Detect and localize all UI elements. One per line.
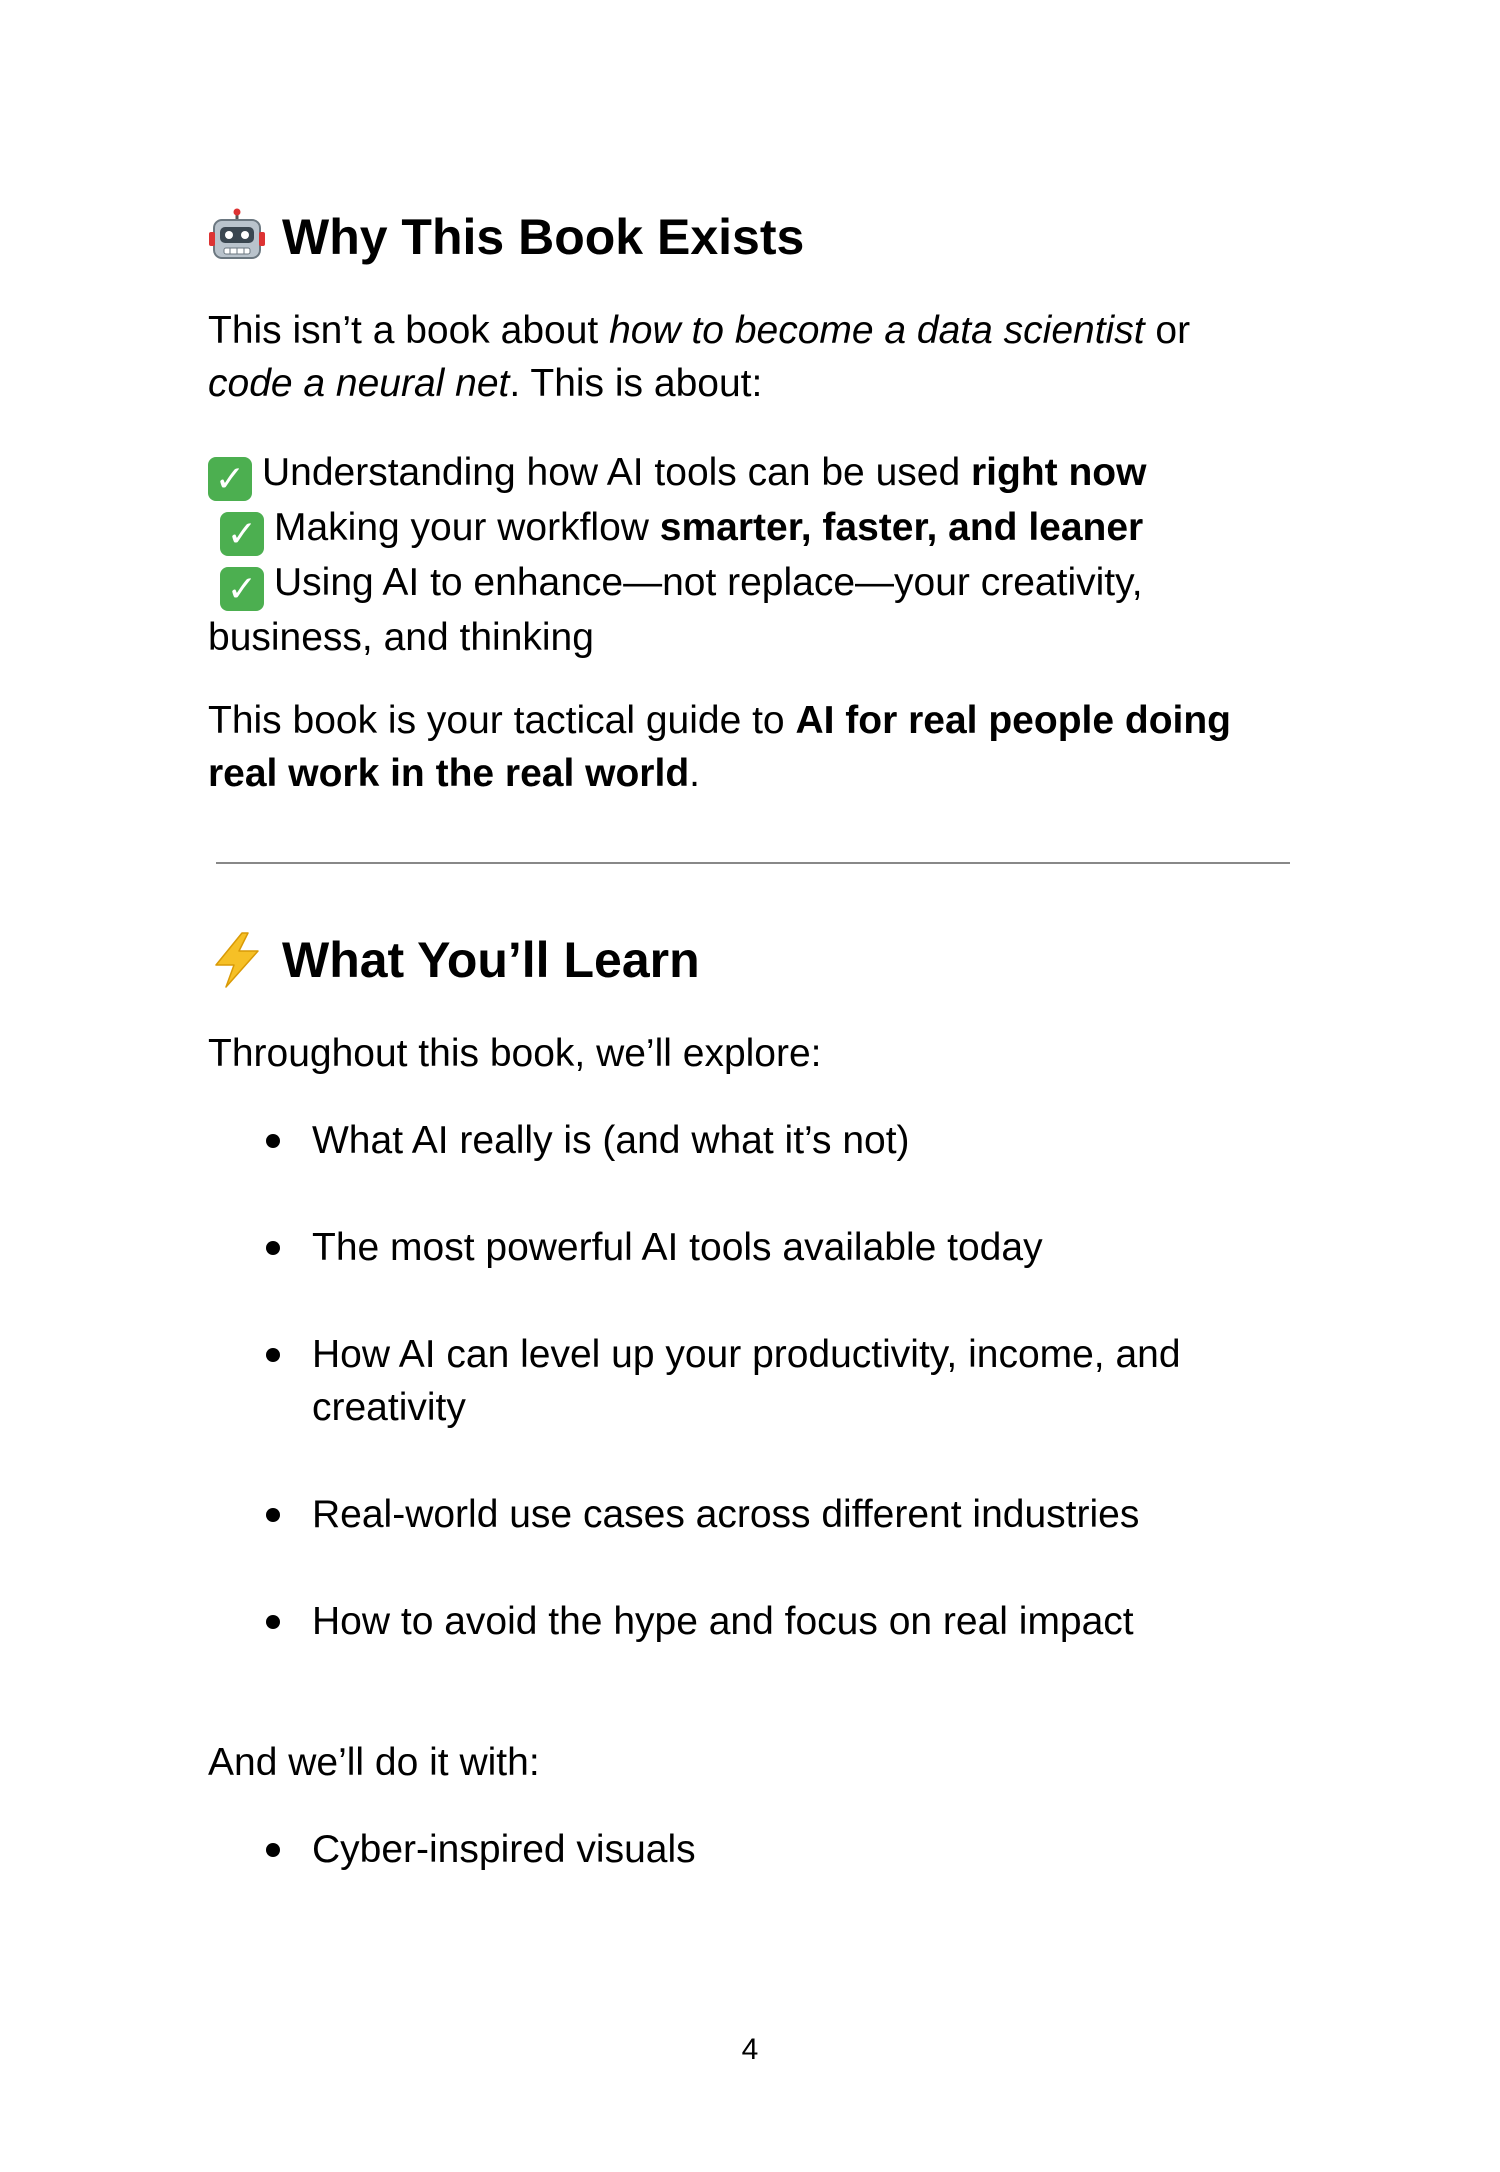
intro-italic: how to become a data scientist	[609, 309, 1145, 352]
check-bold: smarter, faster, and leaner	[659, 506, 1144, 549]
intro-text: This isn’t a book about	[208, 309, 610, 352]
intro-italic: code a neural net	[208, 362, 510, 405]
learn-outro: And we’ll do it with:	[208, 1741, 540, 1784]
checklist	[208, 446, 1288, 664]
check-text-continued: business, and thinking	[208, 616, 594, 659]
checkmark-icon: ✓	[220, 567, 264, 611]
list-item	[208, 1328, 1312, 1434]
bullet-icon	[266, 1134, 280, 1148]
bullet-icon	[266, 1241, 280, 1255]
closing-bold: AI for real people doing real work in the real world	[208, 699, 1232, 795]
learn-intro: Throughout this book, we’ll explore:	[208, 1032, 822, 1075]
section-divider	[216, 862, 1290, 864]
intro-text: . This is about:	[509, 362, 763, 405]
closing-paragraph	[208, 694, 1288, 800]
bullet-icon	[266, 1843, 280, 1857]
check-text: Understanding how AI tools can be used	[262, 451, 971, 494]
bullet-icon	[266, 1508, 280, 1522]
section-heading-why	[208, 207, 804, 267]
list-item-text: Cyber-inspired visuals	[312, 1828, 696, 1871]
list-item	[208, 1221, 1312, 1274]
closing-text: .	[689, 752, 700, 795]
checkmark-icon: ✓	[220, 512, 264, 556]
check-text: Making your workflow	[274, 506, 660, 549]
check-item	[208, 446, 1288, 501]
list-item	[208, 1595, 1312, 1648]
list-item-text: How to avoid the hype and focus on real impact	[312, 1600, 1134, 1643]
page-number: 4	[741, 2033, 759, 2066]
intro-paragraph	[208, 304, 1288, 410]
list-item-text: How AI can level up your productivity, income, and creativity	[312, 1333, 1181, 1429]
check-item	[208, 501, 1288, 556]
section-title: What You’ll Learn	[282, 932, 700, 988]
list-item-text: What AI really is (and what it’s not)	[312, 1119, 910, 1162]
intro-text: or	[1144, 309, 1191, 352]
list-item	[208, 1823, 1312, 1876]
check-text: Using AI to enhance—not replace—your creativity,	[274, 561, 1143, 604]
list-item	[208, 1488, 1312, 1541]
list-item	[208, 1114, 1312, 1167]
robot-icon	[208, 208, 266, 266]
lightning-icon	[208, 931, 266, 989]
check-item	[208, 556, 1288, 611]
bullet-icon	[266, 1615, 280, 1629]
section-title: Why This Book Exists	[282, 209, 805, 265]
list-item-text: Real-world use cases across different industries	[312, 1493, 1140, 1536]
checkmark-icon: ✓	[208, 457, 252, 501]
list-item-text: The most powerful AI tools available today	[312, 1226, 1043, 1269]
section-heading-learn	[208, 930, 700, 990]
closing-text: This book is your tactical guide to	[208, 699, 796, 742]
bullet-icon	[266, 1348, 280, 1362]
check-bold: right now	[970, 451, 1147, 494]
